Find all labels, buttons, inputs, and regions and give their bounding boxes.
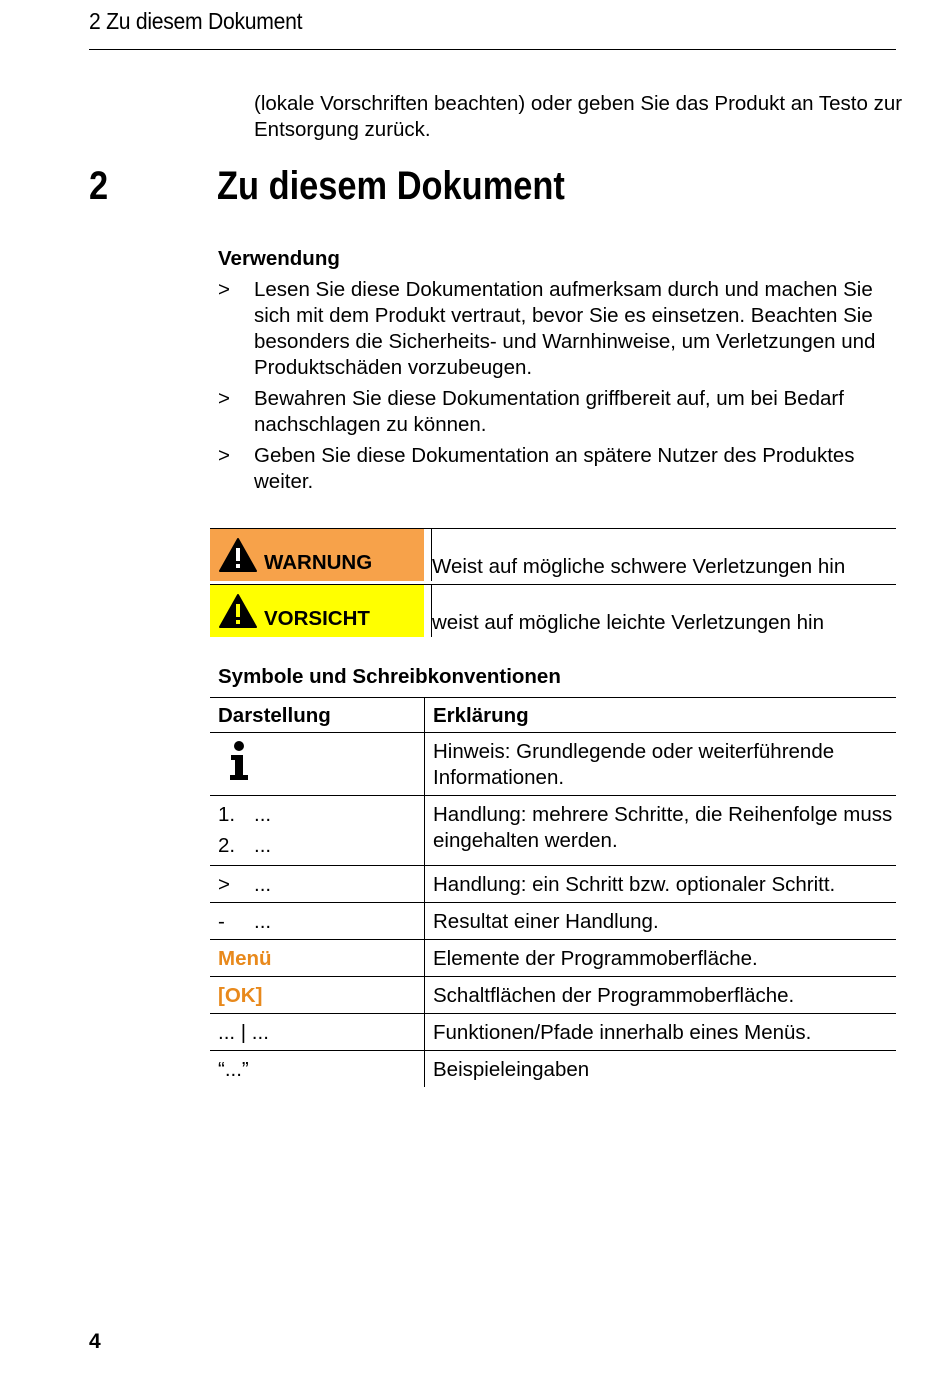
list-item <box>218 277 878 381</box>
running-header: 2 Zu diesem Dokument <box>89 8 303 34</box>
button-example: [OK] <box>210 977 425 1014</box>
bullet-mark: > <box>218 278 230 301</box>
chapter-title: Zu diesem Dokument <box>217 164 565 208</box>
warning-description: Weist auf mögliche schwere Verletzungen hin <box>431 529 845 581</box>
warning-triangle-icon <box>218 593 258 629</box>
chapter-number: 2 <box>89 164 109 208</box>
table-row <box>210 733 896 796</box>
step-item: 2. ... <box>218 834 272 857</box>
bullet-mark: > <box>218 387 230 410</box>
warning-row <box>210 528 896 581</box>
list-item <box>218 443 878 495</box>
warning-triangle-icon <box>218 537 258 573</box>
symbols-heading: Symbole und Schreibkonventionen <box>218 665 561 688</box>
menu-example: Menü <box>210 940 425 977</box>
explanation-cell: Handlung: mehrere Schritte, die Reihenfolge muss eingehalten werden. <box>433 803 893 852</box>
step-item: 1. ... <box>218 803 272 826</box>
column-header-explanation: Erklärung <box>433 704 529 727</box>
bullet-text: Bewahren Sie diese Dokumentation griffbereit auf, um bei Bedarf nachschlagen zu können. <box>254 387 844 436</box>
table-row: > ... Handlung: ein Schritt bzw. optionaler Schritt. <box>210 866 896 903</box>
header-rule <box>89 49 896 50</box>
explanation-cell: Funktionen/Pfade innerhalb eines Menüs. <box>433 1021 812 1044</box>
table-row <box>210 1014 896 1051</box>
explanation-cell: Resultat einer Handlung. <box>433 910 659 933</box>
symbols-table <box>210 697 896 1087</box>
explanation-cell: Hinweis: Grundlegende oder weiterführende Informationen. <box>433 740 835 789</box>
bullet-text: Lesen Sie diese Dokumentation aufmerksam durch und machen Sie sich mit dem Produkt vertraut, bevor Sie es einsetzen. Beachten Sie besonders die Sicherheits- und Warnhinweise, um Verletzungen und Produktschäden vorzubeugen. <box>254 278 876 379</box>
explanation-cell: Beispieleingaben <box>433 1058 590 1081</box>
table-row: - ... Resultat einer Handlung. <box>210 903 896 940</box>
caution-label: VORSICHT <box>264 607 370 630</box>
input-example: “...” <box>210 1051 425 1088</box>
info-icon <box>226 741 252 781</box>
explanation-cell: Elemente der Programmoberfläche. <box>433 947 758 970</box>
caution-label-cell <box>210 585 424 637</box>
table-header-row <box>210 698 896 733</box>
warning-label: WARNUNG <box>264 551 373 574</box>
explanation-cell: Schaltflächen der Programmoberfläche. <box>433 984 795 1007</box>
warning-levels-table <box>210 528 896 637</box>
page-number: 4 <box>89 1330 101 1353</box>
usage-bullet-list <box>218 277 878 500</box>
list-item <box>218 386 878 438</box>
explanation-cell: Handlung: ein Schritt bzw. optionaler Schritt. <box>433 873 836 896</box>
intro-paragraph: (lokale Vorschriften beachten) oder geben Sie das Produkt an Testo zur Entsorgung zurück. <box>254 92 903 141</box>
caution-row <box>210 584 896 637</box>
bullet-mark: > <box>218 444 230 467</box>
caution-description: weist auf mögliche leichte Verletzungen hin <box>431 585 824 637</box>
table-row <box>210 977 896 1014</box>
path-example: ... | ... <box>210 1014 425 1051</box>
table-row <box>210 1051 896 1088</box>
column-header-representation: Darstellung <box>210 698 425 733</box>
usage-heading: Verwendung <box>218 247 340 270</box>
table-row <box>210 940 896 977</box>
warning-label-cell <box>210 529 424 581</box>
table-row <box>210 796 896 866</box>
bullet-text: Geben Sie diese Dokumentation an spätere Nutzer des Produktes weiter. <box>254 444 855 493</box>
